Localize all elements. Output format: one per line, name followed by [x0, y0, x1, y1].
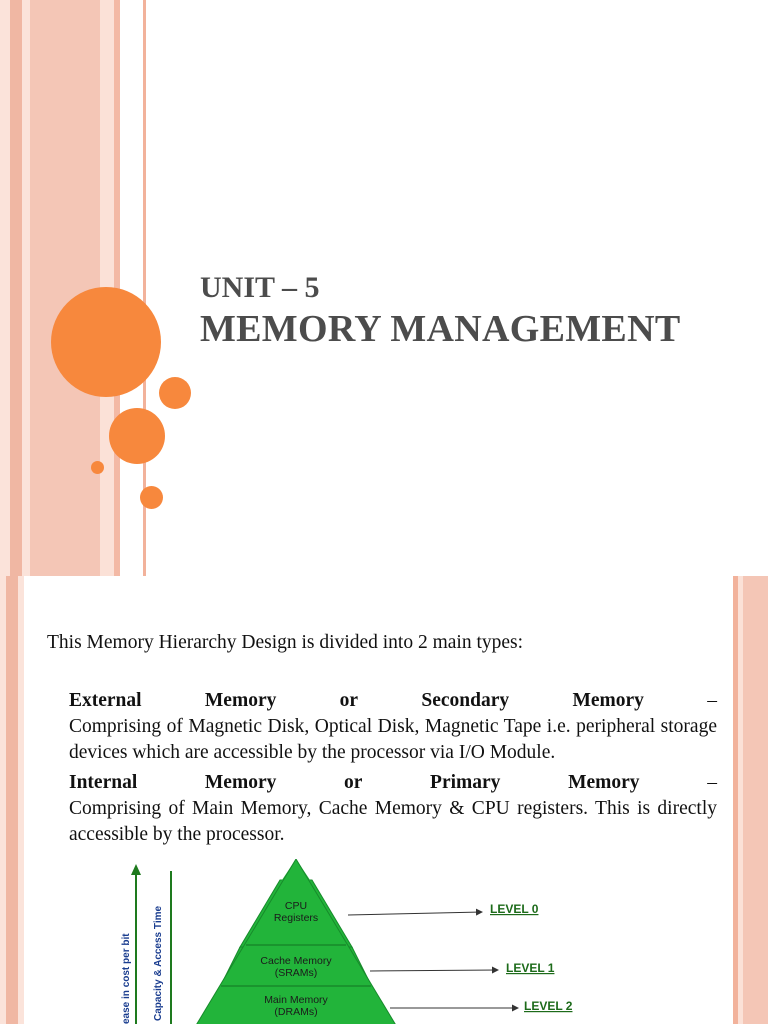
level-1-label: LEVEL 1	[506, 961, 555, 975]
bullet-body: Comprising of Main Memory, Cache Memory & CPU registers. This is directly accessible by the processor.	[69, 798, 717, 845]
heading-word: Memory	[568, 772, 640, 793]
level-1-pointer	[370, 970, 498, 971]
tier-2-label: Main Memory	[264, 994, 328, 1006]
decorative-stripe	[0, 0, 10, 576]
tier-1-sublabel: (SRAMs)	[274, 967, 318, 979]
decorative-circle	[140, 486, 163, 509]
bullet-internal-memory	[69, 770, 717, 848]
heading-word: Memory	[572, 690, 644, 711]
heading-word: Memory	[204, 772, 277, 793]
level-2-label: LEVEL 2	[524, 999, 573, 1013]
bullet-body: Comprising of Magnetic Disk, Optical Disk, Magnetic Tape i.e. peripheral storage devices which are accessible by the processor via I/O Module.	[69, 716, 717, 763]
bullet-heading	[69, 770, 717, 796]
heading-word: or	[344, 772, 363, 793]
decorative-stripe	[18, 576, 24, 1024]
left-axis-label: ease in cost per bit	[121, 933, 132, 1024]
tier-1-label: Cache Memory	[260, 955, 332, 967]
decorative-circle	[51, 287, 161, 397]
tier-0-sublabel: Registers	[273, 912, 319, 924]
tier-0-label: CPU	[284, 900, 308, 912]
bullet-heading	[69, 688, 717, 714]
intro-text: This Memory Hierarchy Design is divided into 2 main types:	[47, 632, 524, 653]
level-0-label: LEVEL 0	[490, 902, 539, 916]
level-0-pointer	[348, 912, 482, 915]
heading-word: –	[707, 772, 717, 793]
decorative-circle	[91, 461, 104, 474]
bullet-external-memory	[69, 688, 717, 766]
heading-word: –	[707, 690, 717, 711]
tier-2-sublabel: (DRAMs)	[274, 1006, 318, 1018]
heading-word: Primary	[430, 772, 501, 793]
heading-word: Memory	[204, 690, 277, 711]
content-slide	[0, 576, 768, 1024]
topic-title: MEMORY MANAGEMENT	[200, 308, 681, 350]
decorative-stripe	[30, 0, 100, 576]
decorative-stripe	[743, 576, 768, 1024]
heading-word: or	[339, 690, 359, 711]
right-axis-label: Capacity & Access Time	[153, 905, 164, 1021]
decorative-stripe	[22, 0, 30, 576]
heading-word: Secondary	[421, 690, 510, 711]
decorative-circle	[109, 408, 165, 464]
arrow-up-icon	[131, 864, 141, 875]
heading-word: External	[69, 690, 142, 711]
decorative-stripe	[6, 576, 18, 1024]
decorative-stripe	[10, 0, 22, 576]
decorative-circle	[159, 377, 191, 409]
slide-title	[200, 270, 680, 352]
heading-word: Internal	[69, 772, 138, 793]
memory-hierarchy-diagram	[100, 859, 580, 1024]
unit-label: UNIT – 5	[200, 271, 320, 304]
